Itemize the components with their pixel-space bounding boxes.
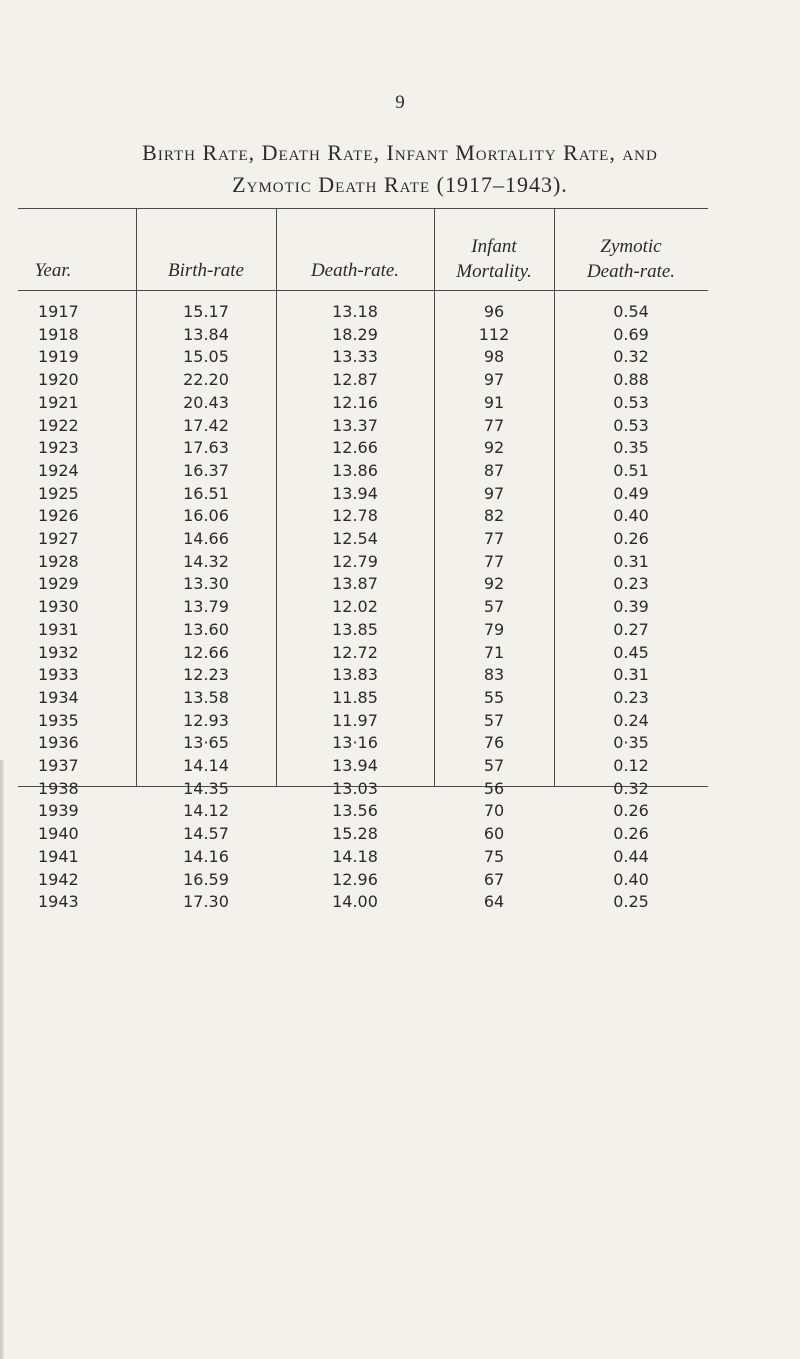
cell-infant-mortality: 79 bbox=[483, 619, 505, 639]
header-zymotic-line-1: Zymotic bbox=[600, 236, 662, 257]
cell-infant-mortality: 57 bbox=[483, 710, 505, 730]
cell-death-rate: 12.87 bbox=[332, 370, 378, 390]
cell-infant-mortality: 83 bbox=[483, 665, 505, 685]
cell-birth-rate: 16.06 bbox=[183, 506, 229, 526]
cell-zymotic-death-rate: 0.40 bbox=[613, 506, 649, 526]
cell-infant-mortality: 92 bbox=[483, 574, 505, 594]
cell-zymotic-death-rate: 0.12 bbox=[613, 756, 649, 775]
cell-zymotic-death-rate: 0.88 bbox=[613, 370, 649, 390]
cell-death-rate: 13.56 bbox=[332, 801, 378, 821]
cell-death-rate: 14.00 bbox=[332, 892, 378, 912]
cell-zymotic-death-rate: 0.44 bbox=[613, 846, 649, 866]
cell-year: 1932 bbox=[38, 642, 79, 662]
cell-zymotic-death-rate: 0.40 bbox=[613, 869, 649, 889]
table-row bbox=[18, 822, 708, 845]
cell-year: 1922 bbox=[38, 415, 79, 435]
cell-death-rate: 13·16 bbox=[332, 733, 378, 753]
cell-infant-mortality: 97 bbox=[483, 370, 505, 390]
cell-birth-rate: 16.59 bbox=[183, 869, 229, 889]
cell-zymotic-death-rate: 0.53 bbox=[613, 392, 649, 412]
cell-birth-rate: 14.57 bbox=[183, 824, 229, 844]
scan-edge bbox=[0, 760, 4, 1359]
table-row bbox=[18, 300, 708, 323]
table-row bbox=[18, 731, 708, 754]
cell-birth-rate: 16.37 bbox=[183, 460, 229, 480]
cell-birth-rate: 12.93 bbox=[183, 710, 229, 730]
cell-zymotic-death-rate: 0.25 bbox=[613, 892, 649, 912]
header-year: Year. bbox=[34, 260, 72, 281]
cell-year: 1928 bbox=[38, 551, 79, 571]
table-row bbox=[18, 436, 708, 459]
header-infant-line-2: Mortality. bbox=[456, 261, 532, 282]
cell-zymotic-death-rate: 0.31 bbox=[613, 665, 649, 685]
table-title bbox=[0, 137, 800, 201]
header-rule bbox=[18, 290, 708, 291]
cell-year: 1939 bbox=[38, 801, 79, 821]
cell-death-rate: 12.54 bbox=[332, 529, 378, 548]
table-title-line-2: Zymotic Death Rate (1917–1943). bbox=[232, 172, 568, 197]
cell-birth-rate: 12.66 bbox=[183, 642, 229, 662]
cell-death-rate: 13.94 bbox=[332, 483, 378, 503]
cell-death-rate: 13.18 bbox=[332, 302, 378, 321]
cell-infant-mortality: 112 bbox=[478, 324, 510, 344]
cell-death-rate: 13.85 bbox=[332, 619, 378, 639]
cell-year: 1923 bbox=[38, 438, 79, 458]
cell-zymotic-death-rate: 0.23 bbox=[613, 574, 649, 594]
cell-infant-mortality: 75 bbox=[483, 846, 505, 866]
cell-infant-mortality: 60 bbox=[483, 824, 505, 844]
cell-death-rate: 13.37 bbox=[332, 415, 378, 435]
cell-zymotic-death-rate: 0·35 bbox=[613, 733, 649, 753]
cell-birth-rate: 15.17 bbox=[183, 302, 229, 321]
cell-birth-rate: 16.51 bbox=[183, 483, 229, 503]
table-row bbox=[18, 368, 708, 391]
cell-year: 1927 bbox=[38, 529, 79, 548]
cell-year: 1938 bbox=[38, 778, 79, 798]
table-row bbox=[18, 459, 708, 482]
cell-year: 1937 bbox=[38, 756, 79, 775]
cell-infant-mortality: 55 bbox=[483, 687, 505, 707]
cell-death-rate: 13.33 bbox=[332, 347, 378, 367]
cell-infant-mortality: 77 bbox=[483, 415, 505, 435]
cell-infant-mortality: 76 bbox=[483, 733, 505, 753]
cell-birth-rate: 14.66 bbox=[183, 529, 229, 548]
rates-table bbox=[18, 208, 708, 912]
header-infant-mortality bbox=[434, 234, 554, 284]
table-row bbox=[18, 686, 708, 709]
table-row bbox=[18, 595, 708, 618]
cell-death-rate: 13.86 bbox=[332, 460, 378, 480]
table-row bbox=[18, 754, 708, 777]
cell-death-rate: 13.87 bbox=[332, 574, 378, 594]
cell-death-rate: 11.85 bbox=[332, 687, 378, 707]
cell-year: 1943 bbox=[38, 892, 79, 912]
header-zymotic-line-2: Death-rate. bbox=[586, 261, 676, 282]
cell-year: 1919 bbox=[38, 347, 79, 367]
cell-year: 1917 bbox=[38, 302, 79, 321]
header-zymotic-death-rate bbox=[554, 234, 708, 284]
cell-infant-mortality: 77 bbox=[483, 529, 505, 548]
cell-death-rate: 13.94 bbox=[332, 756, 378, 775]
cell-year: 1925 bbox=[38, 483, 79, 503]
cell-infant-mortality: 67 bbox=[483, 869, 505, 889]
cell-death-rate: 12.78 bbox=[332, 506, 378, 526]
cell-year: 1933 bbox=[38, 665, 79, 685]
cell-year: 1918 bbox=[38, 324, 79, 344]
cell-infant-mortality: 57 bbox=[483, 597, 505, 617]
cell-year: 1942 bbox=[38, 869, 79, 889]
header-birth-rate: Birth-rate bbox=[168, 260, 244, 281]
cell-year: 1934 bbox=[38, 687, 79, 707]
cell-birth-rate: 13.30 bbox=[183, 574, 229, 594]
table-row bbox=[18, 618, 708, 641]
cell-infant-mortality: 96 bbox=[483, 302, 505, 321]
cell-year: 1930 bbox=[38, 597, 79, 617]
cell-birth-rate: 13.60 bbox=[183, 619, 229, 639]
cell-infant-mortality: 56 bbox=[483, 778, 505, 798]
table-row bbox=[18, 777, 708, 800]
cell-birth-rate: 12.23 bbox=[183, 665, 229, 685]
cell-zymotic-death-rate: 0.31 bbox=[613, 551, 649, 571]
cell-birth-rate: 14.14 bbox=[183, 756, 229, 775]
cell-zymotic-death-rate: 0.32 bbox=[613, 778, 649, 798]
cell-death-rate: 11.97 bbox=[332, 710, 378, 730]
cell-year: 1929 bbox=[38, 574, 79, 594]
table-row bbox=[18, 527, 708, 550]
cell-zymotic-death-rate: 0.39 bbox=[613, 597, 649, 617]
table-row bbox=[18, 868, 708, 891]
cell-year: 1931 bbox=[38, 619, 79, 639]
cell-zymotic-death-rate: 0.26 bbox=[613, 824, 649, 844]
cell-death-rate: 12.02 bbox=[332, 597, 378, 617]
table-row bbox=[18, 345, 708, 368]
cell-year: 1920 bbox=[38, 370, 79, 390]
cell-death-rate: 12.16 bbox=[332, 392, 378, 412]
cell-year: 1924 bbox=[38, 460, 79, 480]
cell-birth-rate: 14.32 bbox=[183, 551, 229, 571]
table-row bbox=[18, 799, 708, 822]
cell-birth-rate: 15.05 bbox=[183, 347, 229, 367]
header-death-rate: Death-rate. bbox=[310, 260, 400, 281]
cell-birth-rate: 17.30 bbox=[183, 892, 229, 912]
cell-infant-mortality: 98 bbox=[483, 347, 505, 367]
table-row bbox=[18, 709, 708, 732]
cell-infant-mortality: 77 bbox=[483, 551, 505, 571]
cell-year: 1941 bbox=[38, 846, 79, 866]
cell-infant-mortality: 71 bbox=[483, 642, 505, 662]
cell-year: 1926 bbox=[38, 506, 79, 526]
cell-zymotic-death-rate: 0.35 bbox=[613, 438, 649, 458]
cell-zymotic-death-rate: 0.27 bbox=[613, 619, 649, 639]
header-infant-line-1: Infant bbox=[471, 236, 517, 257]
cell-zymotic-death-rate: 0.32 bbox=[613, 347, 649, 367]
table-row bbox=[18, 504, 708, 527]
cell-zymotic-death-rate: 0.23 bbox=[613, 687, 649, 707]
cell-infant-mortality: 70 bbox=[483, 801, 505, 821]
cell-zymotic-death-rate: 0.69 bbox=[613, 324, 649, 344]
table-row bbox=[18, 845, 708, 868]
top-rule bbox=[18, 208, 708, 209]
cell-birth-rate: 17.63 bbox=[183, 438, 229, 458]
cell-death-rate: 14.18 bbox=[332, 846, 378, 866]
cell-birth-rate: 14.12 bbox=[183, 801, 229, 821]
cell-birth-rate: 17.42 bbox=[183, 415, 229, 435]
cell-infant-mortality: 57 bbox=[483, 756, 505, 775]
cell-infant-mortality: 87 bbox=[483, 460, 505, 480]
cell-birth-rate: 14.16 bbox=[183, 846, 229, 866]
cell-death-rate: 12.96 bbox=[332, 869, 378, 889]
cell-death-rate: 18.29 bbox=[332, 324, 378, 344]
cell-zymotic-death-rate: 0.26 bbox=[613, 529, 649, 548]
table-row bbox=[18, 391, 708, 414]
cell-birth-rate: 13·65 bbox=[183, 733, 229, 753]
cell-zymotic-death-rate: 0.54 bbox=[613, 302, 649, 321]
cell-year: 1921 bbox=[38, 392, 79, 412]
table-row bbox=[18, 641, 708, 664]
cell-birth-rate: 13.84 bbox=[183, 324, 229, 344]
cell-birth-rate: 14.35 bbox=[183, 778, 229, 798]
table-row bbox=[18, 323, 708, 346]
cell-infant-mortality: 82 bbox=[483, 506, 505, 526]
cell-death-rate: 13.03 bbox=[332, 778, 378, 798]
cell-death-rate: 12.79 bbox=[332, 551, 378, 571]
table-title-line-1: Birth Rate, Death Rate, Infant Mortality Rate, and bbox=[142, 140, 658, 165]
page-number: 9 bbox=[395, 92, 405, 113]
table-row bbox=[18, 572, 708, 595]
cell-death-rate: 12.72 bbox=[332, 642, 378, 662]
table-row bbox=[18, 663, 708, 686]
cell-birth-rate: 13.79 bbox=[183, 597, 229, 617]
table-row bbox=[18, 414, 708, 437]
cell-year: 1940 bbox=[38, 824, 79, 844]
table-row bbox=[18, 482, 708, 505]
cell-zymotic-death-rate: 0.49 bbox=[613, 483, 649, 503]
cell-infant-mortality: 64 bbox=[483, 892, 505, 912]
cell-birth-rate: 13.58 bbox=[183, 687, 229, 707]
cell-birth-rate: 22.20 bbox=[183, 370, 229, 390]
cell-death-rate: 13.83 bbox=[332, 665, 378, 685]
cell-year: 1936 bbox=[38, 733, 79, 753]
cell-zymotic-death-rate: 0.24 bbox=[613, 710, 649, 730]
cell-birth-rate: 20.43 bbox=[183, 392, 229, 412]
cell-death-rate: 15.28 bbox=[332, 824, 378, 844]
cell-infant-mortality: 92 bbox=[483, 438, 505, 458]
table-row bbox=[18, 550, 708, 573]
cell-zymotic-death-rate: 0.51 bbox=[613, 460, 649, 480]
cell-zymotic-death-rate: 0.26 bbox=[613, 801, 649, 821]
cell-infant-mortality: 91 bbox=[483, 392, 505, 412]
cell-zymotic-death-rate: 0.45 bbox=[613, 642, 649, 662]
cell-year: 1935 bbox=[38, 710, 79, 730]
table-row bbox=[18, 890, 708, 913]
cell-infant-mortality: 97 bbox=[483, 483, 505, 503]
cell-zymotic-death-rate: 0.53 bbox=[613, 415, 649, 435]
cell-death-rate: 12.66 bbox=[332, 438, 378, 458]
